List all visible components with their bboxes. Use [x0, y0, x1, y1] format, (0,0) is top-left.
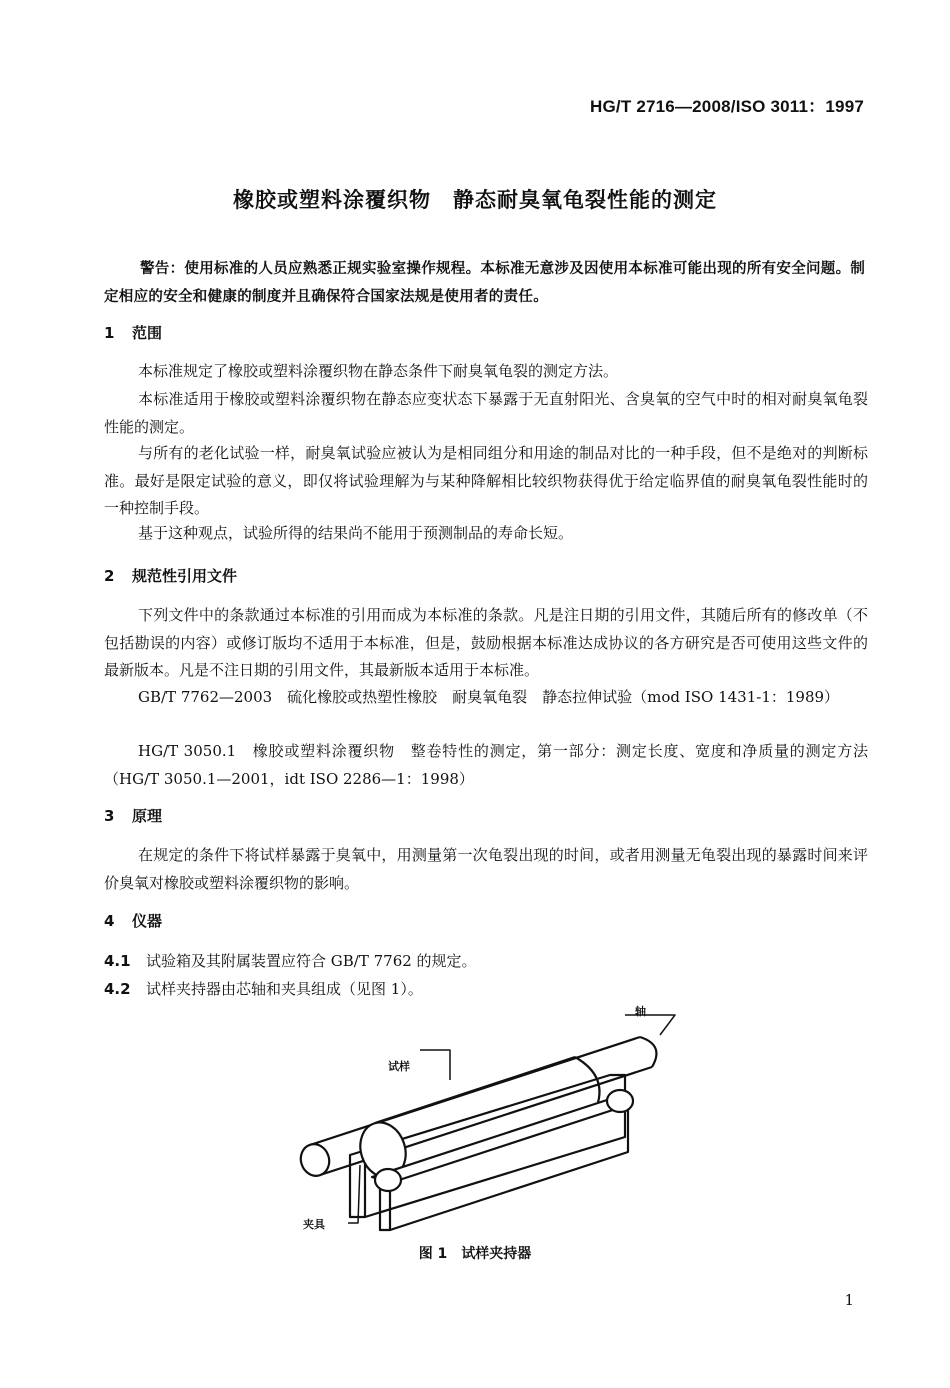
- section-title: 规范性引用文件: [132, 567, 238, 585]
- section-title: 范围: [132, 324, 163, 342]
- section-1-paragraph: 本标准适用于橡胶或塑料涂覆织物在静态应变状态下暴露于无直射阳光、含臭氧的空气中时的相对耐臭氧龟裂性能的测定。: [104, 390, 868, 436]
- section-3-paragraph: 在规定的条件下将试样暴露于臭氧中，用测量第一次龟裂出现的时间，或者用测量无龟裂出现的暴露时间来评价臭氧对橡胶或塑料涂覆织物的影响。: [104, 846, 868, 892]
- figure-caption: [0, 1243, 950, 1263]
- section-3-heading: [104, 805, 162, 826]
- label-shaft: 轴: [635, 1005, 646, 1018]
- label-clamp: 夹具: [303, 1218, 325, 1231]
- section-number: 3: [104, 807, 115, 825]
- figure-number: 图 1: [418, 1246, 448, 1262]
- page-title: 橡胶或塑料涂覆织物 静态耐臭氧龟裂性能的测定: [233, 188, 717, 212]
- section-number: 4: [104, 912, 115, 930]
- label-specimen: 试样: [388, 1060, 410, 1073]
- section-1-paragraph: 与所有的老化试验一样，耐臭氧试验应被认为是相同组分和用途的制品对比的一种手段，但不是绝对的判断标准。最好是限定试验的意义，即仅将试验理解为与某种降解相比较织物获得优于给定临界值的耐臭氧龟裂性能时的一种控制手段。: [104, 444, 868, 517]
- section-title: 原理: [132, 807, 163, 825]
- reference-hgt3050: HG/T 3050.1 橡胶或塑料涂覆织物 整卷特性的测定，第一部分：测定长度、宽度和净质量的测定方法（HG/T 3050.1—2001，idt ISO 2286—1：1998）: [104, 742, 868, 788]
- section-2-paragraph: 下列文件中的条款通过本标准的引用而成为本标准的条款。凡是注日期的引用文件，其随后所有的修改单（不包括勘误的内容）或修订版均不适用于本标准，但是，鼓励根据本标准达成协议的各方研究是否可使用这些文件的最新版本。凡是不注日期的引用文件，其最新版本适用于本标准。: [104, 606, 868, 679]
- clause-4-1: [104, 950, 477, 971]
- clause-number: 4.1: [104, 952, 131, 970]
- section-title: 仪器: [132, 912, 163, 930]
- specimen-holder-drawing: [280, 1005, 700, 1235]
- standard-code: HG/T 2716—2008/ISO 3011：1997: [590, 97, 864, 116]
- clause-text: 试样夹持器由芯轴和夹具组成（见图 1）。: [146, 980, 423, 998]
- page-number: 1: [844, 1291, 854, 1309]
- section-1-heading: [104, 322, 162, 343]
- clause-4-2: [104, 978, 423, 999]
- section-1-paragraph: 基于这种观点，试验所得的结果尚不能用于预测制品的寿命长短。: [138, 524, 574, 542]
- figure-title: 试样夹持器: [461, 1246, 532, 1262]
- section-1-paragraph: 本标准规定了橡胶或塑料涂覆织物在静态条件下耐臭氧龟裂的测定方法。: [138, 362, 619, 380]
- warning-paragraph: 警告：使用标准的人员应熟悉正规实验室操作规程。本标准无意涉及因使用本标准可能出现的所有安全问题。制定相应的安全和健康的制度并且确保符合国家法规是使用者的责任。: [104, 261, 866, 305]
- clause-text: 试验箱及其附属装置应符合 GB/T 7762 的规定。: [146, 952, 477, 970]
- section-4-heading: [104, 910, 162, 931]
- section-number: 1: [104, 324, 115, 342]
- section-number: 2: [104, 567, 115, 585]
- section-2-heading: [104, 565, 237, 586]
- reference-gbt7762: GB/T 7762—2003 硫化橡胶或热塑性橡胶 耐臭氧龟裂 静态拉伸试验（mod ISO 1431-1：1989）: [138, 688, 840, 706]
- figure-specimen-holder: [280, 1005, 700, 1235]
- clause-number: 4.2: [104, 980, 131, 998]
